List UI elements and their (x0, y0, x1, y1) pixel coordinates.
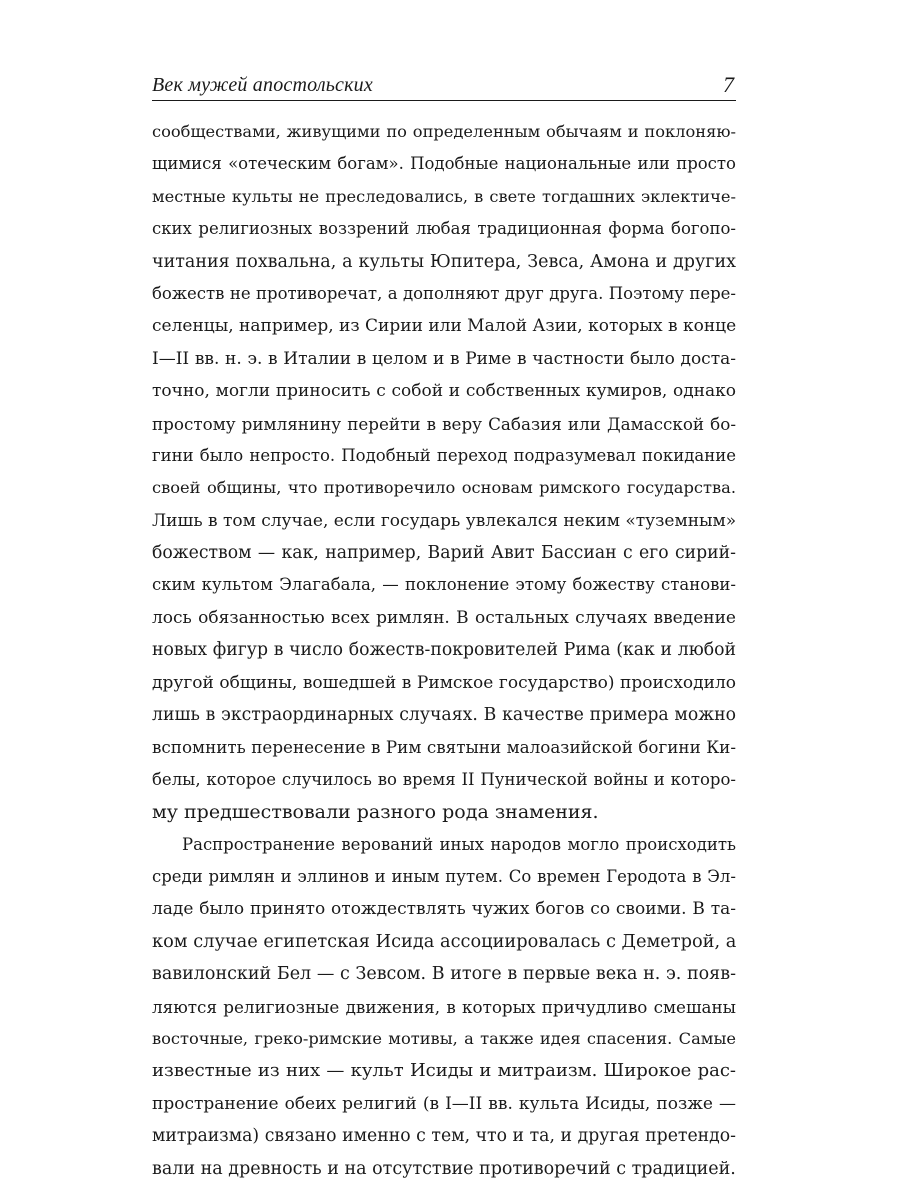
text-line: ских религиозных воззрений любая традиционная форма богопо- (152, 219, 736, 239)
text-line: среди римлян и эллинов и иным путем. Со времен Геродота в Эл- (152, 866, 736, 886)
text-line: вавилонский Бел — с Зевсом. В итоге в первые века н. э. появ- (152, 964, 736, 985)
running-title: Век мужей апостольских (152, 74, 373, 96)
text-line: новых фигур в число божеств-покровителей Рима (как и любой (152, 640, 736, 661)
page-number: 7 (723, 72, 734, 97)
text-line: божеств не противоречат, а дополняют друг друга. Поэтому пере- (152, 283, 736, 303)
text-line: щимися «отеческим богам». Подобные национальные или просто (152, 154, 736, 174)
text-line: гини было непросто. Подобный переход подразумевал покидание (152, 445, 736, 465)
text-line: другой общины, вошедшей в Римское государство) происходило (152, 672, 736, 693)
text-line: вспомнить перенесение в Рим святыни малоазийской богини Ки- (152, 737, 736, 758)
text-line: своей общины, что противоречило основам римского государства. (152, 478, 736, 498)
text-line: I—II вв. н. э. в Италии в целом и в Риме в частности было доста- (152, 348, 736, 369)
text-line: читания похвальна, а культы Юпитера, Зевса, Амона и других (152, 251, 736, 272)
text-line: ляются религиозные движения, в которых причудливо смешаны (152, 996, 736, 1017)
paragraph-2 (152, 829, 736, 1185)
paragraph-1 (152, 116, 736, 829)
text-line: восточные, греко-римские мотивы, а также идея спасения. Самые (152, 1028, 736, 1048)
text-line: местные культы не преследовались, в свете тогдашних эклектиче- (152, 186, 736, 206)
text-line: точно, могли приносить с собой и собственных кумиров, однако (152, 381, 736, 402)
page-body (152, 116, 736, 1185)
text-line: белы, которое случилось во время II Пунической войны и которо- (152, 769, 736, 789)
header-rule (152, 100, 736, 101)
text-line: простому римлянину перейти в веру Сабазия или Дамасской бо- (152, 413, 736, 434)
text-line: ладе было принято отождествлять чужих богов со своими. В та- (152, 899, 736, 920)
text-line: селенцы, например, из Сирии или Малой Азии, которых в конце (152, 316, 737, 337)
text-line: ком случае египетская Исида ассоциировалась с Деметрой, а (152, 931, 737, 952)
text-line: Распространение верований иных народов могло происходить (182, 834, 736, 854)
text-line: пространение обеих религий (в I—II вв. культа Исиды, позже — (152, 1093, 736, 1114)
text-line: ским культом Элагабала, — поклонение этому божеству станови- (152, 575, 736, 595)
text-line: Лишь в том случае, если государь увлекался неким «туземным» (152, 510, 737, 531)
text-line: лишь в экстраординарных случаях. В качестве примера можно (152, 705, 736, 726)
text-line: божеством — как, например, Варий Авит Бассиан с его сирий- (152, 543, 736, 564)
text-line: му предшествовали разного рода знамения. (152, 801, 599, 824)
text-line: вали на древность и на отсутствие противоречий с традицией. (152, 1158, 736, 1179)
running-header (152, 68, 736, 104)
text-line: лось обязанностью всех римлян. В остальных случаях введение (152, 607, 736, 628)
text-line: известные из них — культ Исиды и митраизм. Широкое рас- (152, 1060, 736, 1082)
text-line: сообществами, живущими по определенным обычаям и поклоняю- (152, 122, 736, 141)
text-line: митраизма) связано именно с тем, что и та, и другая претендо- (152, 1126, 736, 1147)
